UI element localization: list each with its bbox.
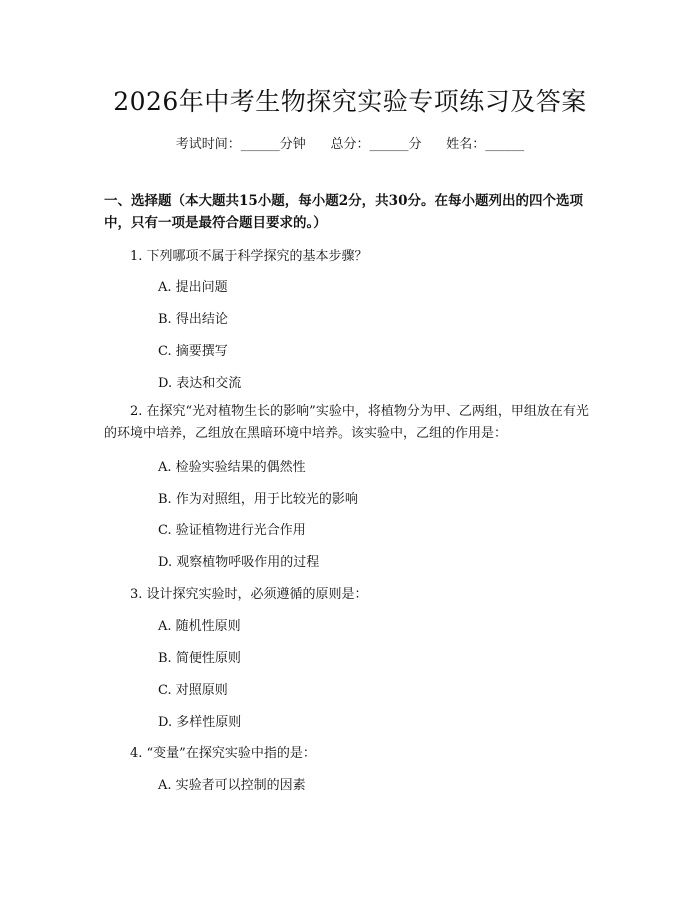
question-3-option-b: B. 简便性原则 [158,651,241,666]
page-title: 2026年中考生物探究实验专项练习及答案 [113,87,587,116]
question-1-option-c: C. 摘要撰写 [158,344,228,359]
question-3-stem: 3. 设计探究实验时，必须遵循的原则是： [130,587,368,602]
question-1-stem: 1. 下列哪项不属于科学探究的基本步骤？ [130,249,368,264]
question-3-option-c: C. 对照原则 [158,683,228,698]
question-2-option-a: A. 检验实验结果的偶然性 [158,460,306,475]
question-2-option-c: C. 验证植物进行光合作用 [158,523,306,538]
question-4-stem: 4. “变量”在探究实验中指的是： [130,746,316,761]
question-1-option-a: A. 提出问题 [158,280,228,295]
question-3-option-d: D. 多样性原则 [158,715,242,730]
section-heading: 一、选择题（本大题共15小题，每小题2分，共30分。在每小题列出的四个选项中，只有一项是最符合题目要求的。） [104,193,583,231]
exam-info-line: 考试时间：______分钟 总分：______分 姓名：______ [175,137,525,152]
question-2-option-d: D. 观察植物呼吸作用的过程 [158,555,320,570]
question-2-stem: 2. 在探究“光对植物生长的影响”实验中，将植物分为甲、乙两组，甲组放在有光的环境中培养，乙组放在黑暗环境中培养。该实验中，乙组的作用是： [104,404,589,441]
question-2-option-b: B. 作为对照组，用于比较光的影响 [158,492,358,507]
question-4-option-a: A. 实验者可以控制的因素 [158,778,306,793]
question-1-option-d: D. 表达和交流 [158,376,242,391]
question-3-option-a: A. 随机性原则 [158,619,241,634]
question-1-option-b: B. 得出结论 [158,312,228,327]
